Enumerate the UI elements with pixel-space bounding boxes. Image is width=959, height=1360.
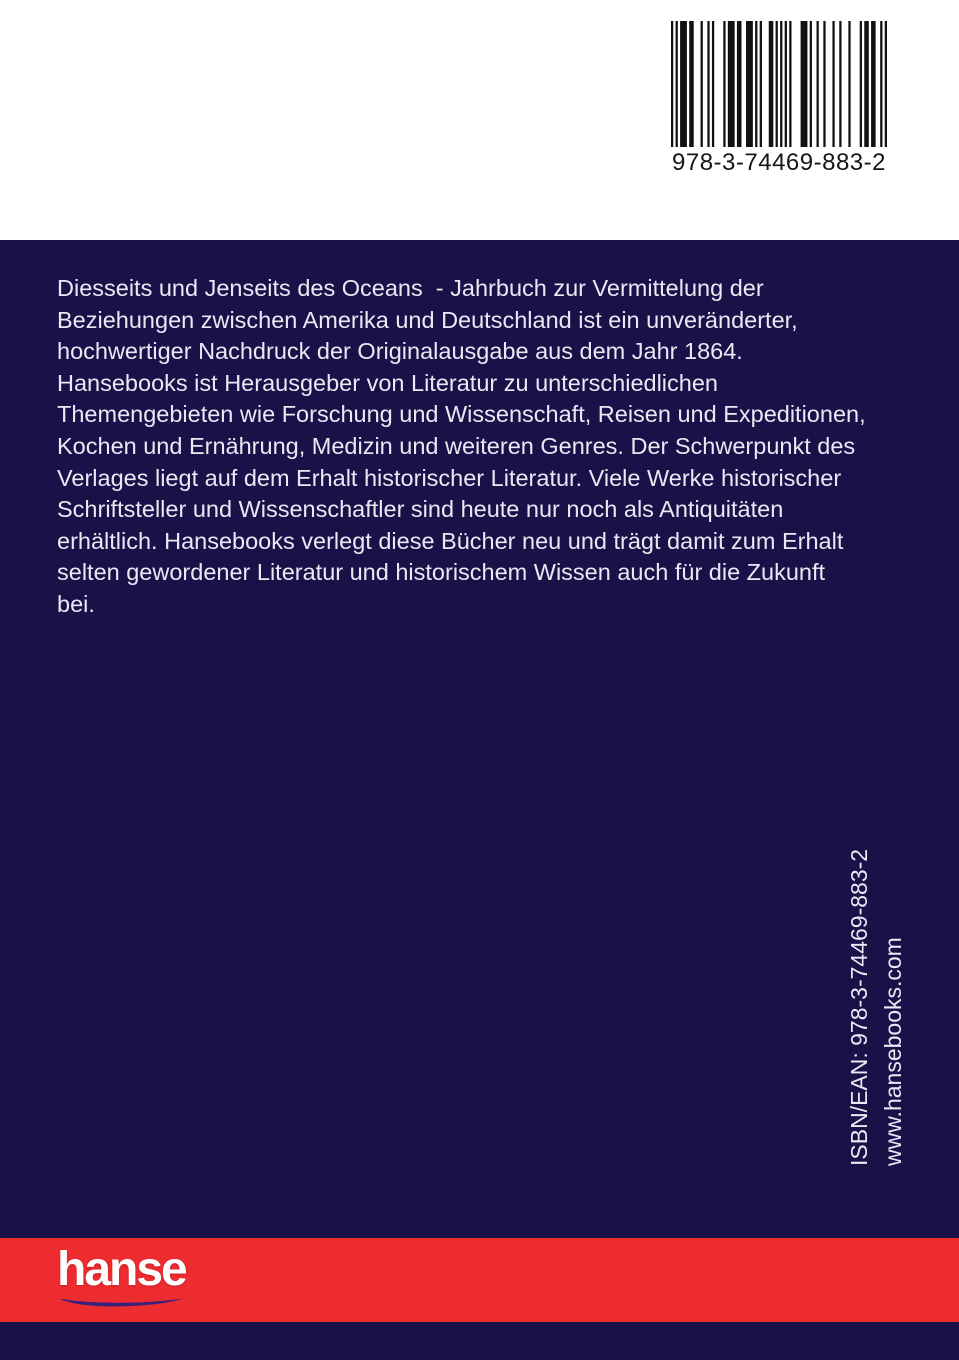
description-line: bei. xyxy=(57,590,95,617)
hanse-logo-text: hanse xyxy=(57,1243,186,1296)
barcode-block xyxy=(668,21,890,177)
publisher-band xyxy=(0,1238,959,1322)
isbn-ean-label: ISBN/EAN: 978-3-74469-883-2 xyxy=(846,848,872,1166)
description-line: Schriftsteller und Wissenschaftler sind heute nur noch als Antiquitäten xyxy=(57,496,784,523)
description-line: hochwertiger Nachdruck der Originalausgabe aus dem Jahr 1864. xyxy=(57,338,743,365)
description-line: Kochen und Ernährung, Medizin und weiteren Genres. Der Schwerpunkt des xyxy=(57,432,856,459)
description-line: erhältlich. Hansebooks verlegt diese Bücher neu und trägt damit zum Erhalt xyxy=(57,527,844,554)
barcode-image xyxy=(671,21,887,147)
description-line: selten gewordener Literatur und historischem Wissen auch für die Zukunft xyxy=(57,559,826,586)
publisher-website: www.hansebooks.com xyxy=(880,937,906,1166)
description-line: Hansebooks ist Herausgeber von Literatur zu unterschiedlichen xyxy=(57,369,718,396)
book-description xyxy=(57,273,907,621)
logo-swoosh-underline xyxy=(56,1295,186,1308)
cover-top-section xyxy=(0,0,959,240)
hanse-logo xyxy=(57,1243,217,1308)
cover-footer-strip xyxy=(0,1322,959,1360)
description-line: Themengebieten wie Forschung und Wissenschaft, Reisen und Expeditionen, xyxy=(57,401,866,428)
description-line: Diesseits und Jenseits des Oceans - Jahrbuch zur Vermittelung der xyxy=(57,275,764,301)
description-line: Verlages liegt auf dem Erhalt historischer Literatur. Viele Werke historischer xyxy=(57,464,842,491)
barcode-number: 978-3-74469-883-2 xyxy=(672,149,886,176)
vertical-info xyxy=(842,826,910,1166)
description-line: Beziehungen zwischen Amerika und Deutschland ist ein unveränderter, xyxy=(57,306,798,333)
cover-main-section xyxy=(0,240,959,1238)
